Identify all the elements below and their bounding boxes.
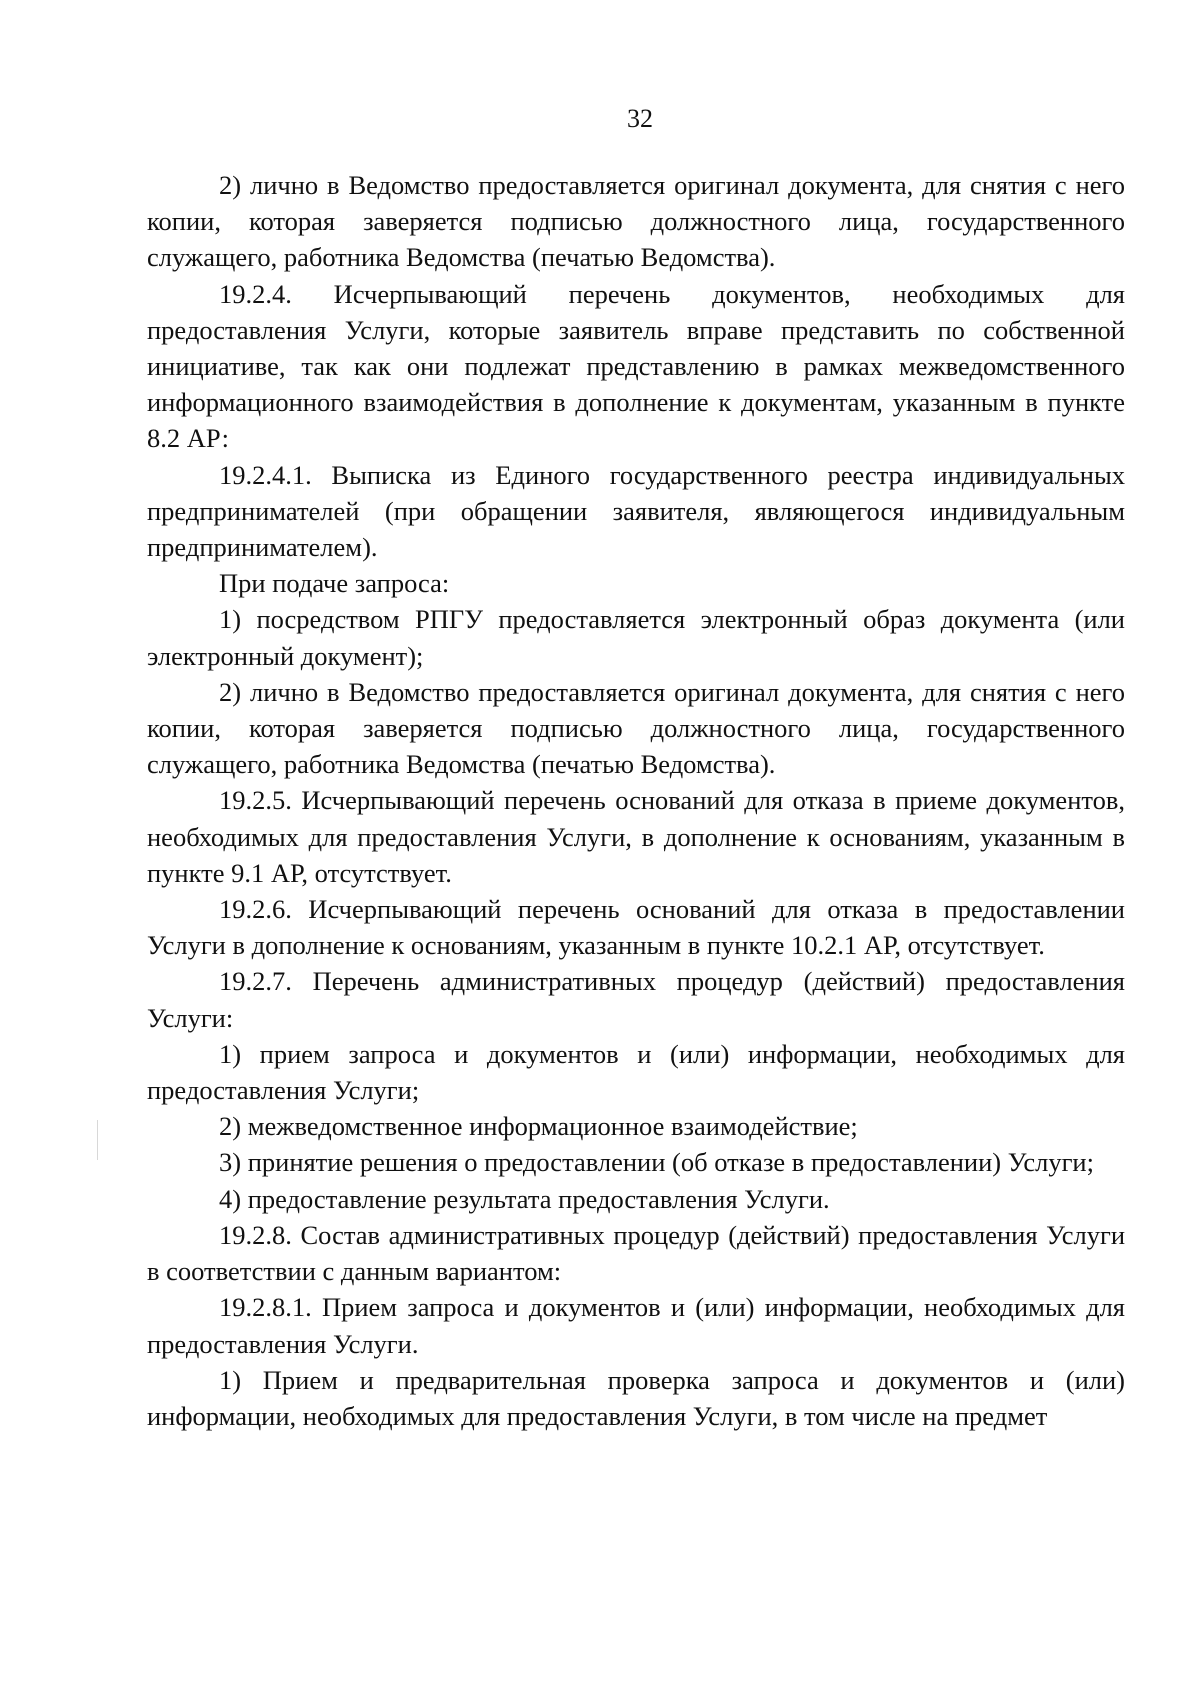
list-item-procedure-3: 3) принятие решения о предоставлении (об отказе в предоставлении) Услуги; bbox=[219, 1147, 1094, 1178]
document-body bbox=[147, 167, 1125, 1434]
paragraph-request-submission: При подаче запроса: bbox=[219, 568, 450, 599]
paragraph-19-2-8-1: 19.2.8.1. Прием запроса и документов и (или) информации, необходимых для предоставления Услуги. bbox=[147, 1292, 1125, 1359]
paragraph-19-2-4: 19.2.4. Исчерпывающий перечень документов, необходимых для предоставления Услуги, которые заявитель вправе представить по собственной инициативе, так как они подлежат представлению в рамках межведомственного информационного взаимодействия в дополнение к документам, указанным в пункте 8.2 АР: bbox=[147, 278, 1125, 454]
paragraph-19-2-5: 19.2.5. Исчерпывающий перечень оснований для отказа в приеме документов, необходимых для предоставления Услуги, в дополнение к основаниям, указанным в пункте 9.1 АР, отсутствует. bbox=[147, 785, 1125, 888]
paragraph-preliminary-check: 1) Прием и предварительная проверка запроса и документов и (или) информации, необходимых для предоставления Услуги, в том числе на предмет bbox=[147, 1364, 1125, 1431]
paragraph-19-2-4-1: 19.2.4.1. Выписка из Единого государственного реестра индивидуальных предпринимателей (при обращении заявителя, являющегося индивидуальным предпринимателем). bbox=[147, 459, 1125, 563]
page-number: 32 bbox=[627, 104, 653, 133]
list-item-procedure-1: 1) прием запроса и документов и (или) информации, необходимых для предоставления Услуги; bbox=[147, 1038, 1125, 1106]
paragraph-personal-submission-1: 2) лично в Ведомство предоставляется оригинал документа, для снятия с него копии, которая заверяется подписью должностного лица, государственного служащего, работника Ведомства (печатью Ведомства). bbox=[147, 170, 1125, 273]
paragraph-19-2-6: 19.2.6. Исчерпывающий перечень оснований для отказа в предоставлении Услуги в дополнение к основаниям, указанным в пункте 10.2.1 АР, отсутствует. bbox=[147, 894, 1125, 961]
paragraph-rpgu-submission: 1) посредством РПГУ предоставляется электронный образ документа (или электронный документ); bbox=[147, 604, 1125, 671]
paragraph-19-2-7: 19.2.7. Перечень административных процедур (действий) предоставления Услуги: bbox=[147, 966, 1125, 1033]
list-item-procedure-4: 4) предоставление результата предоставления Услуги. bbox=[219, 1183, 830, 1214]
list-item-procedure-2: 2) межведомственное информационное взаимодействие; bbox=[219, 1111, 858, 1142]
paragraph-personal-submission-2: 2) лично в Ведомство предоставляется оригинал документа, для снятия с него копии, которая заверяется подписью должностного лица, государственного служащего, работника Ведомства (печатью Ведомства). bbox=[147, 676, 1125, 780]
scan-artifact-line bbox=[97, 1120, 98, 1160]
paragraph-19-2-8: 19.2.8. Состав административных процедур (действий) предоставления Услуги в соответствии с данным вариантом: bbox=[147, 1219, 1125, 1287]
